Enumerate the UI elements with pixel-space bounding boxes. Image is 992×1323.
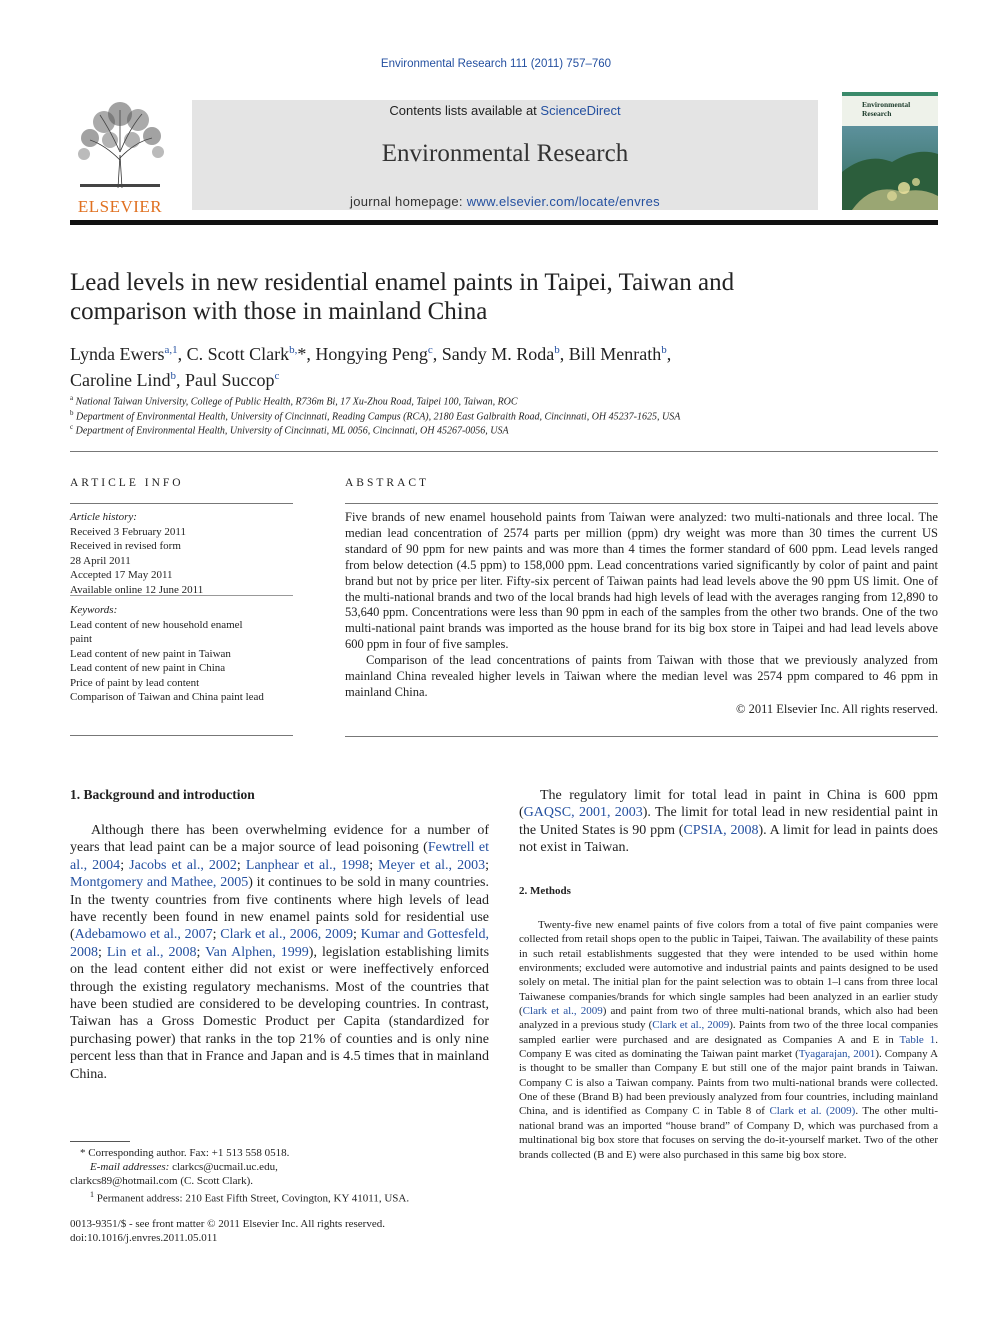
reference-link[interactable]: Tyagarajan, 2001	[798, 1048, 876, 1061]
reference-link[interactable]: Clark et al., 2006, 2009	[220, 927, 353, 943]
reference-link[interactable]: Clark et al., 2009	[522, 1005, 603, 1018]
affiliation-text: Department of Environmental Health, University of Cincinnati, ML 0056, Cincinnati, OH 45267-0056, USA	[75, 425, 509, 437]
front-matter	[70, 1217, 490, 1245]
reference-link[interactable]: Fewtrell et al., 2004	[70, 840, 489, 873]
sciencedirect-link[interactable]: ScienceDirect	[540, 103, 621, 118]
email-label: E-mail addresses:	[90, 1161, 170, 1173]
article-title-line2: comparison with those in mainland China	[70, 298, 488, 325]
reference-link[interactable]: Clark et al. (2009)	[769, 1105, 856, 1118]
text-run: ;	[98, 944, 107, 960]
abstract-body	[345, 510, 938, 718]
keyword-item: Lead content of new household enamel	[70, 618, 243, 631]
reference-link[interactable]: GAQSC, 2001, 2003	[523, 805, 643, 821]
keyword-item: Comparison of Taiwan and China paint lead	[70, 691, 264, 703]
corresponding-star[interactable]: *	[297, 344, 307, 364]
abstract-rule	[345, 503, 938, 504]
author-line2	[70, 365, 930, 391]
reference-link[interactable]: Adebamowo et al., 2007	[74, 927, 213, 943]
text-run: ) and paint from two of three multi-national brands, which also had been analyzed in a previous study (	[519, 1005, 938, 1032]
author-list	[70, 339, 930, 391]
history-label: Article history:	[70, 511, 137, 523]
author-name: Paul Succop	[184, 370, 275, 390]
copyright-notice: © 2011 Elsevier Inc. All rights reserved.	[735, 701, 938, 716]
author-affil-link[interactable]: b	[661, 344, 667, 356]
abstract-bottom-rule	[345, 736, 938, 737]
affiliation-c	[70, 423, 930, 436]
text-run: . Company E was cited as dominating the Taiwan paint market (	[519, 1033, 939, 1061]
footnote-rule	[70, 1141, 130, 1142]
reference-link[interactable]: Van Alphen, 1999	[205, 944, 309, 960]
email-address-1[interactable]: clarkcs@ucmail.uc.edu,	[172, 1161, 278, 1173]
elsevier-wordmark: ELSEVIER	[77, 197, 163, 216]
author-sep: ,	[559, 344, 569, 364]
reference-link[interactable]: Meyer et al., 2003	[378, 857, 486, 873]
text-run: ). Paints from two of the three local companies sampled earlier were purchased and are designated as Companies A and E in	[519, 1019, 938, 1046]
text-run: ;	[485, 857, 490, 873]
history-item: Accepted 17 May 2011	[70, 569, 173, 581]
section-2-heading: 2. Methods	[519, 885, 571, 897]
section-2-paragraph	[519, 918, 938, 1162]
author-affil-link[interactable]: a,1	[164, 344, 178, 356]
reference-link[interactable]: Lin et al., 2008	[106, 944, 197, 960]
article-info-bottom-rule	[70, 735, 293, 736]
reference-link[interactable]: Lanphear et al., 1998	[245, 857, 370, 873]
author-affil-link[interactable]: b	[170, 370, 176, 382]
corresponding-author-note: * Corresponding author. Fax: +1 513 558 0518.	[80, 1147, 290, 1159]
author-name: Bill Menrath	[568, 344, 662, 364]
author-name: C. Scott Clark	[186, 344, 290, 364]
contents-line	[192, 103, 818, 118]
affiliation-a	[70, 394, 930, 407]
author-name: Caroline Lind	[70, 370, 171, 390]
history-item: Available online 12 June 2011	[70, 583, 204, 596]
text-run: ). A limit for lead in paints does not exist in Taiwan.	[519, 822, 939, 856]
cover-title: Environmental Research	[862, 100, 911, 118]
author-affil-link[interactable]: b,	[289, 344, 298, 356]
author-line1	[70, 339, 930, 365]
text-run: Twenty-five new enamel paints of five colors from a total of five paint companies were collected from retail shops open to the public in Taipei, Taiwan. The availability of these paints in such retail establishments suggested that they were intended to be used within home environments; excluded were automotive and industrial paints and paints designed to be used solely on metal. The initial plan for the paint selection was to obtain 1–l cans from three local Taiwanese companies/brands for which single samples had been analyzed in an earlier study (	[519, 919, 938, 1018]
elsevier-tree-icon	[70, 100, 170, 190]
journal-name: Environmental Research	[381, 140, 629, 167]
text-run: ;	[353, 927, 361, 943]
reference-link[interactable]: Table 1	[899, 1033, 936, 1046]
text-run: ;	[236, 857, 246, 873]
keyword-item: paint	[70, 633, 92, 645]
journal-citation[interactable]: Environmental Research 111 (2011) 757–760	[380, 58, 612, 70]
section-1-paragraph	[70, 822, 489, 1083]
author-name: Sandy M. Roda	[441, 344, 555, 364]
intro-continued	[519, 787, 938, 857]
footnotes	[70, 1146, 490, 1206]
affiliation-text: Department of Environmental Health, University of Cincinnati, Reading Campus (RCA), 2180 East Galbraith Road, Cincinnati, OH 45237-1625, USA	[76, 411, 681, 423]
abstract-paragraph-1: Five brands of new enamel household paints from Taiwan were analyzed: two multi-nationals and three local. The median lead concentration of 2574 parts per million (ppm) dry weight was more than 30 times the current US standard of 90 ppm for new paints and was more than 4 times the former standard of 600 ppm. Lead levels ranged from below detection (4.5 ppm) to 158,000 ppm. Lead concentrations varied significantly by color of paint and paint brand but not by price per liter. Fifty-six percent of Taiwan paints had lead levels above the 90 ppm US limit. One of the multi-national brands and two of the local brands had high levels of lead with the averages ranging from 12,890 to 53,640 ppm. Concentrations were less than 90 ppm in each of the samples from the other two brands. One of the two multi-national paint brands was imported as the house brand for its big box store in Taipei and had lead levels above 600 ppm in four of five samples.	[345, 510, 938, 652]
text-run: ;	[212, 927, 221, 943]
author-sep: ,	[666, 344, 672, 364]
affiliation-key: c	[70, 423, 74, 431]
email-address-2[interactable]: clarkcs89@hotmail.com (C. Scott Clark).	[70, 1175, 254, 1187]
section-1-body	[70, 822, 489, 1083]
contents-prefix: Contents lists available at	[389, 103, 541, 118]
abstract-paragraph-2: Comparison of the lead concentrations of paints from Taiwan with those that we previously analyzed from mainland China revealed higher levels in Taiwan where the median level was 2574 ppm compared to 46 ppm in mainland China.	[345, 653, 938, 699]
doi-line[interactable]: doi:10.1016/j.envres.2011.05.011	[70, 1232, 218, 1244]
author-name: Lynda Ewers	[70, 344, 165, 364]
permanent-address-text: Permanent address: 210 East Fifth Street, Covington, KY 41011, USA.	[96, 1192, 410, 1205]
author-name: Hongying Peng	[315, 344, 428, 364]
keyword-item: Lead content of new paint in Taiwan	[70, 647, 231, 660]
history-item: Received 3 February 2011	[70, 525, 186, 538]
reference-link[interactable]: Kumar and Gottesfeld, 2008	[70, 927, 489, 960]
abstract-heading: ABSTRACT	[345, 477, 430, 489]
history-item: 28 April 2011	[70, 554, 131, 567]
article-title-line1: Lead levels in new residential enamel paints in Taipei, Taiwan and	[70, 269, 735, 296]
text-run: ) it continues to be sold in many countries. In the twenty countries from five continents where high levels of lead have recently been found in new enamel paints sold for residential use (	[70, 875, 489, 943]
text-run: ;	[196, 944, 206, 960]
article-info-heading: ARTICLE INFO	[70, 477, 184, 489]
author-sep: ,	[175, 370, 185, 390]
article-title	[70, 268, 930, 326]
keyword-item: Lead content of new paint in China	[70, 662, 226, 674]
author-sep: ,	[306, 344, 316, 364]
author-affil-link[interactable]: c	[427, 344, 433, 356]
history-item: Received in revised form	[70, 540, 181, 552]
text-run: ), legislation establishing limits on the lead content either did not exist or were ineffectively enforced through the existing regulatory mechanisms. Most of the countries that have been studied are considered to be developing countries. In contrast, Taiwan has a Gross Domestic Product per Capita (standardized for purchasing power) that ranks in the top 21% of counties and is only nine percent less than that in France and Japan and is 4.5 times that in mainland China.	[70, 944, 490, 1082]
homepage-prefix: journal homepage:	[350, 194, 467, 209]
affiliation-key: b	[70, 409, 74, 417]
article-history	[70, 510, 293, 597]
keywords-label: Keywords:	[70, 604, 118, 616]
affiliation-key: a	[70, 394, 74, 402]
author-sep: ,	[432, 344, 442, 364]
text-run: ;	[120, 857, 130, 873]
journal-cover[interactable]	[842, 92, 938, 210]
text-run: ;	[369, 857, 379, 873]
reference-link[interactable]: Jacobs et al., 2002	[129, 857, 237, 873]
issn-line: 0013-9351/$ - see front matter © 2011 Elsevier Inc. All rights reserved.	[70, 1218, 385, 1230]
reference-link[interactable]: Clark et al., 2009	[652, 1019, 730, 1032]
text-run: Although there has been overwhelming evidence for a number of years that lead paint can be a major source of lead poisoning (	[70, 823, 489, 856]
section-1-heading: 1. Background and introduction	[70, 787, 255, 802]
author-sep: ,	[177, 344, 187, 364]
text-run: ). Company A is thought to be smaller than Company E but still one of the major paint brands in Taiwan. Company C is also a Taiwan company. Paints from two multi-national brands were collected. One of these (Brand B) had been previously analyzed from four countries, including mainland China, and is identified as Company C in Table 8 of	[519, 1048, 939, 1118]
affiliation-rule	[70, 451, 938, 452]
keyword-item: Price of paint by lead content	[70, 676, 200, 689]
permanent-address-note	[70, 1188, 490, 1206]
keywords	[70, 603, 293, 705]
author-affil-link[interactable]: c	[274, 370, 280, 382]
email-line	[70, 1160, 490, 1174]
header-rule	[70, 220, 938, 225]
journal-homepage	[192, 194, 818, 209]
text-run: The regulatory limit for total lead in paint in China is 600 ppm (	[519, 788, 938, 821]
homepage-link[interactable]: www.elsevier.com/locate/envres	[466, 194, 660, 209]
history-rule	[70, 595, 293, 596]
affiliation-b	[70, 409, 930, 422]
elsevier-logo	[70, 100, 170, 216]
reference-link[interactable]: Montgomery and Mathee, 2005	[70, 875, 249, 891]
permanent-address-key: 1	[90, 1190, 94, 1199]
intro-continued-paragraph	[519, 787, 938, 857]
text-run: . The other multi-national brand was an imported “house brand” of Company D, which was purchased from a multinational big box store that focuses on serving the do-it-yourself market. Two of the other brands collected (B and E) were also purchased in this same big box store.	[519, 1105, 938, 1161]
author-affil-link[interactable]: b	[554, 344, 560, 356]
affiliation-text: National Taiwan University, College of Public Health, R736m Bi, 17 Xu-Zhou Road, Taipei 100, Taiwan, ROC	[75, 396, 518, 408]
article-info-rule	[70, 503, 293, 504]
text-run: ). The limit for total lead in new residential paint in the United States is 90 ppm (	[519, 805, 938, 838]
section-2-body	[519, 918, 938, 1162]
reference-link[interactable]: CPSIA, 2008	[683, 822, 759, 838]
